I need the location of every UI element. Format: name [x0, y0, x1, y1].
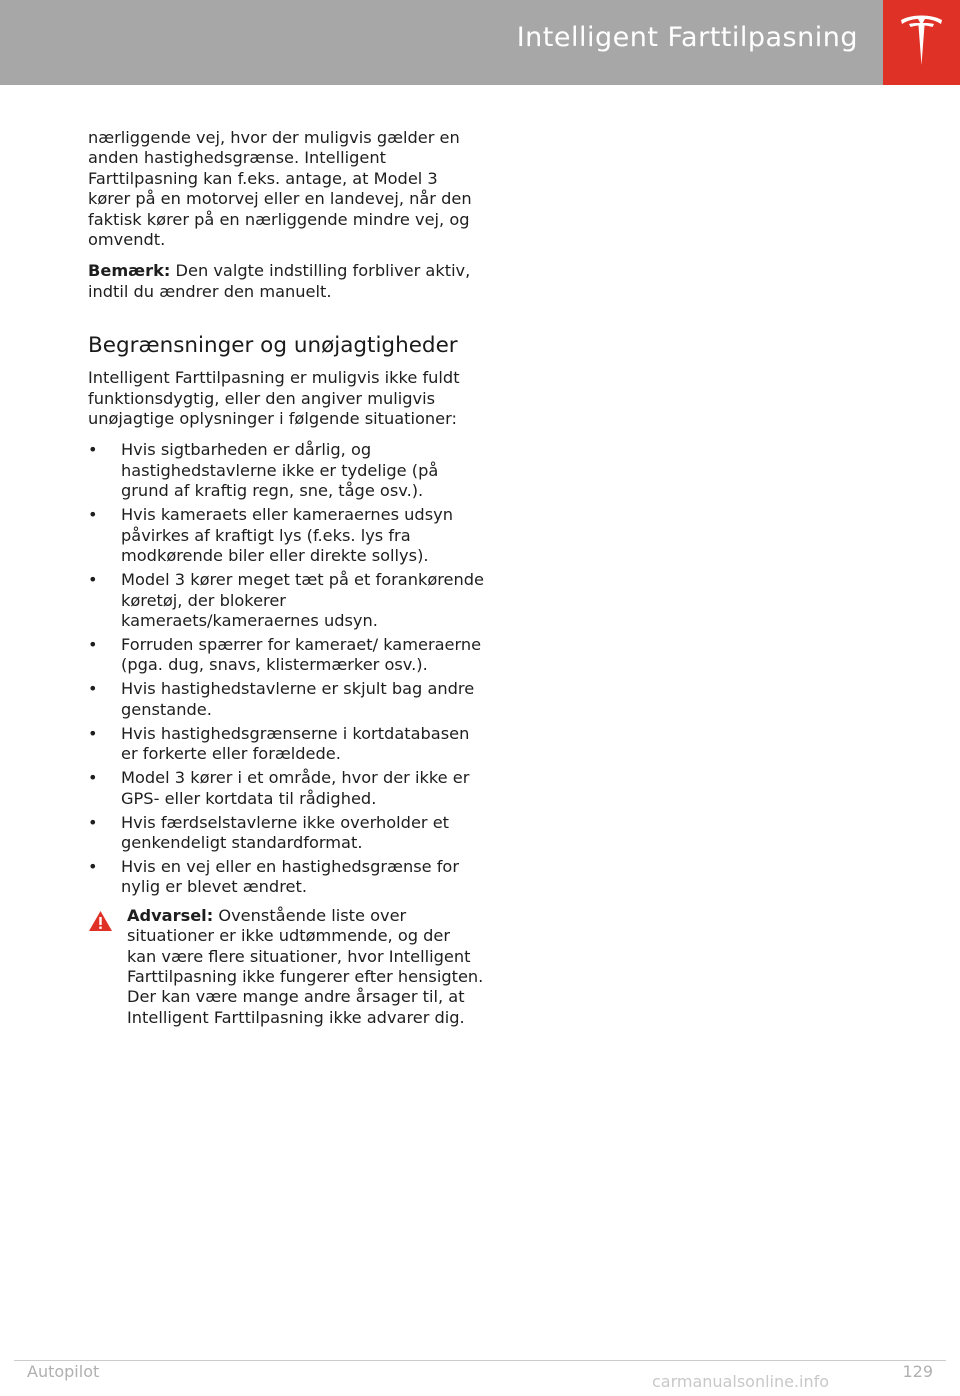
list-item [88, 440, 484, 501]
watermark-text: carmanualsonline.info [652, 1372, 830, 1391]
list-item-text: Model 3 kører meget tæt på et forankørende køretøj, der blokerer kameraets/kameraernes udsyn. [121, 570, 484, 630]
bullet-marker: • [88, 768, 98, 788]
bullet-marker: • [88, 634, 98, 654]
list-item [88, 570, 484, 631]
list-item [88, 724, 484, 765]
bullet-marker: • [88, 440, 98, 460]
bullet-marker: • [88, 679, 98, 699]
list-item [88, 679, 484, 720]
warning-text: Ovenstående liste over situationer er ikke udtømmende, og der kan være flere situationer, hvor Intelligent Farttilpasning ikke fungerer efter hensigten. Der kan være mange andre årsager til, at Intelligent Farttilpasning ikke advarer dig. [127, 905, 484, 1027]
page-number: 129 [902, 1362, 933, 1381]
tesla-logo-icon [899, 15, 944, 67]
footer-section-label: Autopilot [27, 1362, 100, 1381]
bullet-marker: • [88, 505, 98, 525]
list-item-text: Hvis kameraets eller kameraernes udsyn påvirkes af kraftigt lys (f.eks. lys fra modkørende biler eller direkte sollys). [121, 505, 453, 566]
warning-block [88, 906, 484, 1028]
brand-logo-box [883, 0, 960, 85]
footer-divider [14, 1360, 946, 1361]
intro-paragraph: nærliggende vej, hvor der muligvis gælder en anden hastighedsgrænse. Intelligent Farttilpasning kan f.eks. antage, at Model 3 kører på en motorvej eller en landevej, når den faktisk kører på en nærliggende mindre vej, og omvendt. [88, 128, 472, 250]
list-item [88, 768, 484, 809]
section-heading: Begrænsninger og unøjagtigheder [88, 333, 458, 359]
main-content [88, 128, 484, 1028]
note-label: Bemærk: [88, 261, 171, 281]
bullet-marker: • [88, 856, 98, 876]
list-item [88, 505, 484, 566]
list-item-text: Hvis færdselstavlerne ikke overholder et genkendeligt standardformat. [121, 812, 450, 852]
bullet-marker: • [88, 570, 98, 590]
list-item-text: Model 3 kører i et område, hvor der ikke er GPS- eller kortdata til rådighed. [121, 768, 470, 808]
header-title: Intelligent Farttilpasning [516, 22, 858, 53]
list-item [88, 635, 484, 676]
list-item [88, 857, 484, 898]
page-header [0, 0, 960, 85]
note-text: Den valgte indstilling forbliver aktiv, indtil du ændrer den manuelt. [88, 261, 471, 301]
section-intro: Intelligent Farttilpasning er muligvis ikke fuldt funktionsdygtig, eller den angiver muligvis unøjagtige oplysninger i følgende situationer: [88, 368, 460, 429]
bullet-marker: • [88, 812, 98, 832]
warning-label: Advarsel: [127, 905, 214, 925]
list-item-text: Hvis hastighedsgrænserne i kortdatabasen er forkerte eller forældede. [121, 723, 470, 764]
list-item-text: Hvis en vej eller en hastighedsgrænse for nylig er blevet ændret. [121, 856, 459, 897]
list-item-text: Hvis hastighedstavlerne er skjult bag andre genstande. [121, 679, 475, 719]
bullet-marker: • [88, 723, 98, 743]
list-item [88, 813, 484, 854]
limitations-list [88, 440, 484, 897]
warning-triangle-icon [88, 910, 113, 932]
note-paragraph [88, 261, 484, 302]
list-item-text: Hvis sigtbarheden er dårlig, og hastighedstavlerne ikke er tydelige (på grund af kraftig regn, sne, tåge osv.). [121, 440, 439, 501]
list-item-text: Forruden spærrer for kameraet/ kameraerne (pga. dug, snavs, klistermærker osv.). [121, 634, 482, 675]
